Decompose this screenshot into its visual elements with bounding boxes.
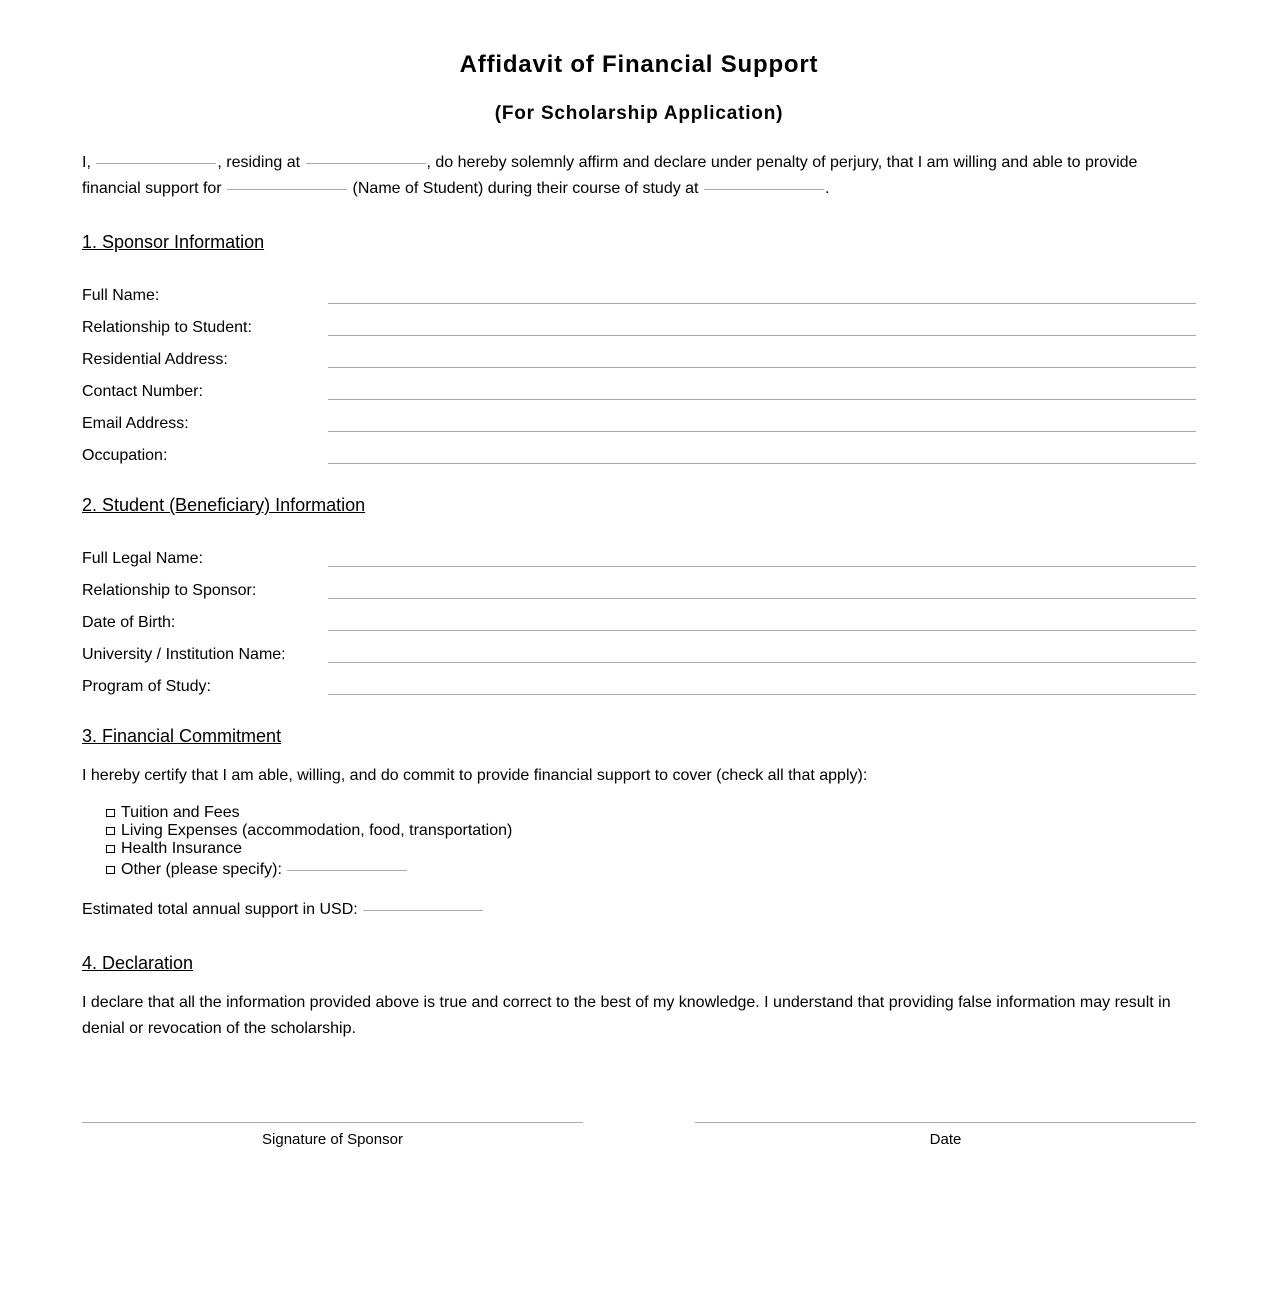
- field-row-full-name: [82, 286, 1196, 318]
- checklist-label: Tuition and Fees: [121, 804, 240, 821]
- date-signature-block: [695, 1122, 1196, 1148]
- section-heading-financial: 3. Financial Commitment: [82, 726, 282, 746]
- coverage-checklist: [106, 804, 512, 879]
- section-heading-declaration: 4. Declaration: [82, 953, 194, 973]
- field-label: Relationship to Sponsor:: [82, 582, 257, 599]
- checkbox-icon[interactable]: [106, 827, 115, 835]
- student-dob-input[interactable]: [328, 630, 1196, 631]
- field-label: Full Name:: [82, 287, 160, 304]
- field-label: University / Institution Name:: [82, 646, 286, 663]
- field-row-relationship: [82, 318, 1196, 350]
- section-heading-sponsor: 1. Sponsor Information: [82, 232, 265, 252]
- sponsor-occupation-input[interactable]: [328, 463, 1196, 464]
- field-row-dob: [82, 613, 1196, 645]
- checklist-item-living[interactable]: [106, 822, 512, 840]
- field-row-occupation: [82, 446, 1196, 478]
- field-row-contact: [82, 382, 1196, 414]
- student-institution-input[interactable]: [328, 662, 1196, 663]
- field-row-email: [82, 414, 1196, 446]
- institution-blank[interactable]: [704, 188, 824, 190]
- field-label: Residential Address:: [82, 351, 228, 368]
- student-program-input[interactable]: [328, 694, 1196, 695]
- checkbox-icon[interactable]: [106, 866, 115, 874]
- declaration-text: I declare that all the information provided above is true and correct to the best of my knowledge. I understand that providing false information may result in denial or revocation of the scholarship.: [82, 994, 1171, 1037]
- sponsor-signature-caption: Signature of Sponsor: [262, 1131, 403, 1148]
- document-subtitle: (For Scholarship Application): [494, 103, 784, 124]
- student-legal-name-input[interactable]: [328, 566, 1196, 567]
- intro-text-4: (Name of Student) during their course of study at: [352, 180, 699, 197]
- sponsor-signature-block: [82, 1122, 583, 1148]
- field-row-institution: [82, 645, 1196, 677]
- student-name-blank[interactable]: [227, 188, 347, 190]
- financial-statement: I hereby certify that I am able, willing, and do commit to provide financial support to cover (check all that apply):: [82, 767, 868, 784]
- checklist-item-tuition[interactable]: [106, 804, 512, 822]
- field-label: Email Address:: [82, 415, 189, 432]
- field-row-program: [82, 677, 1196, 709]
- document-title: Affidavit of Financial Support: [459, 51, 819, 78]
- section-heading-student: 2. Student (Beneficiary) Information: [82, 495, 366, 515]
- sponsor-relationship-input[interactable]: [328, 335, 1196, 336]
- field-label: Date of Birth:: [82, 614, 176, 631]
- field-label: Full Legal Name:: [82, 550, 203, 567]
- intro-paragraph: [82, 150, 1196, 202]
- field-row-address: [82, 350, 1196, 382]
- field-label: Occupation:: [82, 447, 168, 464]
- field-row-legal-name: [82, 549, 1196, 581]
- sponsor-address-blank[interactable]: [306, 162, 426, 164]
- estimate-row: [82, 897, 1196, 923]
- sponsor-email-input[interactable]: [328, 431, 1196, 432]
- checklist-item-health[interactable]: [106, 840, 512, 858]
- student-relationship-input[interactable]: [328, 598, 1196, 599]
- intro-text-2: , residing at: [217, 154, 301, 171]
- checklist-label: Health Insurance: [121, 840, 242, 857]
- intro-text-1: I,: [82, 154, 91, 171]
- checklist-label: Living Expenses (accommodation, food, transportation): [121, 822, 513, 839]
- intro-text-3: , do hereby solemnly affirm and declare under penalty of perjury, that I am willing and able to provide financial support for: [82, 154, 1138, 197]
- field-row-relationship-sponsor: [82, 581, 1196, 613]
- sponsor-signature-line[interactable]: [82, 1122, 583, 1123]
- other-specify-blank[interactable]: [287, 869, 407, 871]
- field-label: Contact Number:: [82, 383, 203, 400]
- date-caption: Date: [929, 1131, 962, 1148]
- sponsor-full-name-input[interactable]: [328, 303, 1196, 304]
- field-label: Program of Study:: [82, 678, 211, 695]
- sponsor-address-input[interactable]: [328, 367, 1196, 368]
- checkbox-icon[interactable]: [106, 809, 115, 817]
- checklist-item-other[interactable]: [106, 861, 512, 879]
- date-signature-line[interactable]: [695, 1122, 1196, 1123]
- field-label: Relationship to Student:: [82, 319, 252, 336]
- checkbox-icon[interactable]: [106, 845, 115, 853]
- estimate-amount-blank[interactable]: [363, 909, 483, 911]
- checklist-label: Other (please specify):: [121, 861, 282, 878]
- intro-text-5: .: [824, 180, 830, 197]
- sponsor-name-blank[interactable]: [96, 162, 216, 164]
- estimate-label: Estimated total annual support in USD:: [82, 901, 358, 918]
- sponsor-contact-input[interactable]: [328, 399, 1196, 400]
